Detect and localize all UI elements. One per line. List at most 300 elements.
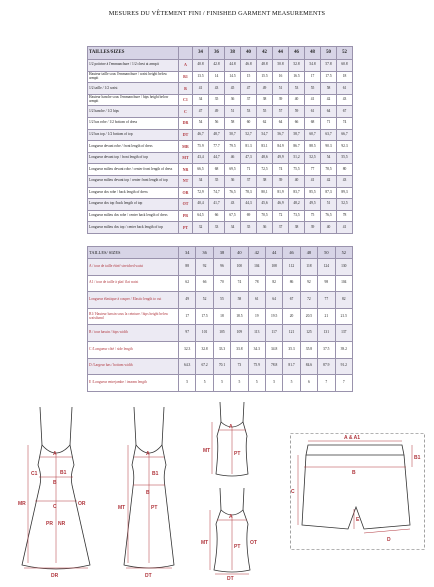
dress-label-nr: NR	[58, 521, 66, 527]
cell-value: 74	[337, 117, 353, 129]
row-code: DR	[179, 117, 193, 129]
top-long-diagram	[108, 405, 193, 580]
cell-value: 77	[305, 164, 321, 176]
cell-value: 58,7	[289, 129, 305, 141]
cell-value: 62	[179, 275, 196, 292]
cell-value: 78.8	[265, 358, 282, 375]
cell-value: 39.2	[335, 341, 352, 358]
cell-value: 37	[241, 94, 257, 106]
cell-value: 5	[231, 375, 248, 392]
cell-value: 88	[179, 259, 196, 276]
cell-value: 49,9	[273, 152, 289, 164]
cell-value: 56,7	[273, 129, 289, 141]
cell-value: 33.3	[213, 341, 230, 358]
cell-value: 42.8	[209, 60, 225, 72]
table-row	[88, 199, 353, 211]
cell-value: 117	[265, 325, 282, 342]
cell-value: 60	[241, 117, 257, 129]
cell-value: 35.8	[300, 341, 317, 358]
cell-value: 66,5	[193, 164, 209, 176]
cell-value: 33	[209, 222, 225, 234]
cell-value: 124	[318, 259, 335, 276]
cell-value: 67	[283, 292, 300, 309]
cell-value: 33.8	[231, 341, 248, 358]
cell-value: 52,7	[241, 129, 257, 141]
cell-value: 58	[321, 83, 337, 95]
top-short-label-dt: DT	[227, 576, 234, 582]
cell-value: 44,7	[209, 152, 225, 164]
cell-value: 46,9	[273, 199, 289, 211]
cell-value: 96	[213, 259, 230, 276]
cell-value: 19.5	[265, 308, 282, 325]
cell-value: 66	[289, 117, 305, 129]
cell-value: 51,2	[289, 152, 305, 164]
cell-value: 92.3	[337, 141, 353, 153]
row-label: Hauteur hanche sous l'emmanchure / hips height below armpit	[88, 94, 179, 106]
cell-value: 43	[337, 94, 353, 106]
table-row	[88, 292, 353, 309]
row-code: C	[179, 106, 193, 118]
cell-value: 82	[335, 292, 352, 309]
top-short-label-a: A	[229, 514, 233, 520]
cell-value: 54.8	[305, 60, 321, 72]
top-camisole-label-a: A	[229, 424, 233, 430]
cell-value: 61	[248, 292, 265, 309]
cell-value: 40	[289, 175, 305, 187]
dress-label-dr: DR	[51, 573, 59, 579]
cell-value: 92	[196, 259, 213, 276]
cell-value: 67	[337, 106, 353, 118]
top-long-label-b1: B1	[152, 471, 159, 477]
size-header: 50	[318, 247, 335, 259]
shorts-label-d: D	[387, 537, 391, 543]
cell-value: 20.5	[300, 308, 317, 325]
table-header-label: TAILLES/SIZES	[88, 47, 179, 60]
cell-value: 5	[283, 375, 300, 392]
cell-value: 62	[257, 117, 273, 129]
cell-value: 39	[305, 222, 321, 234]
cell-value: 48.8	[257, 60, 273, 72]
table-row	[88, 117, 353, 129]
cell-value: 14.5	[225, 71, 241, 83]
cell-value: 83,7	[289, 187, 305, 199]
cell-value: 36	[257, 222, 273, 234]
cell-value: 18	[213, 308, 230, 325]
cell-value: 40	[289, 94, 305, 106]
row-label: A1 / tour de taille à plat/ flat waist	[88, 275, 179, 292]
cell-value: 90.3	[321, 141, 337, 153]
row-label: Longueur milieu dos top / center back length of top	[88, 222, 179, 234]
cell-value: 85,5	[305, 187, 321, 199]
cell-value: 38	[289, 222, 305, 234]
cell-value: 130	[335, 259, 352, 276]
row-label: Longueur élastique à couper / Elastic length to cut	[88, 292, 179, 309]
table-row	[88, 187, 353, 199]
cell-value: 32	[193, 222, 209, 234]
row-code: A	[179, 60, 193, 72]
dress-label-or: OR	[78, 501, 86, 507]
cell-value: 17.5	[196, 308, 213, 325]
cell-value: 83.1	[257, 141, 273, 153]
size-header: 46	[283, 247, 300, 259]
size-header: 44	[265, 247, 282, 259]
cell-value: 41	[193, 83, 209, 95]
cell-value: 43	[337, 175, 353, 187]
cell-value: 72	[273, 210, 289, 222]
cell-value: 52	[196, 292, 213, 309]
cell-value: 34	[193, 94, 209, 106]
cell-value: 36	[225, 175, 241, 187]
table-row	[88, 129, 353, 141]
cell-value: 7	[335, 375, 352, 392]
table-header	[88, 47, 353, 60]
cell-value: 44.8	[225, 60, 241, 72]
cell-value: 125	[300, 325, 317, 342]
cell-value: 70.1	[213, 358, 230, 375]
cell-value: 42	[321, 175, 337, 187]
table-header-code	[179, 47, 193, 60]
cell-value: 47	[241, 83, 257, 95]
cell-value: 46,7	[193, 129, 209, 141]
cell-value: 68	[209, 164, 225, 176]
cell-value: 39	[273, 94, 289, 106]
row-label: 1/2 hanche / 1/2 hips	[88, 106, 179, 118]
row-label: B1/ Hauteur bassin sous la ceinture / hips height below waistband	[88, 308, 179, 325]
cell-value: 108	[265, 259, 282, 276]
table-row	[88, 222, 353, 234]
cell-value: 92	[300, 275, 317, 292]
cell-value: 81.3	[241, 141, 257, 153]
cell-value: 75	[305, 210, 321, 222]
cell-value: 66	[209, 210, 225, 222]
cell-value: 109	[231, 325, 248, 342]
dress-diagram	[10, 405, 105, 580]
cell-value: 20	[283, 308, 300, 325]
cell-value: 59	[289, 106, 305, 118]
cell-value: 97	[179, 325, 196, 342]
table-row	[88, 341, 353, 358]
cell-value: 38	[257, 94, 273, 106]
cell-value: 21.5	[335, 308, 352, 325]
table-row	[88, 106, 353, 118]
cell-value: 13.5	[193, 71, 209, 83]
cell-value: 61	[305, 106, 321, 118]
cell-value: 77.7	[209, 141, 225, 153]
shorts-diagram	[290, 433, 425, 550]
cell-value: 68	[305, 117, 321, 129]
cell-value: 43,4	[193, 152, 209, 164]
cell-value: 64	[273, 117, 289, 129]
cell-value: 78	[248, 275, 265, 292]
cell-value: 98	[318, 275, 335, 292]
cell-value: 64	[265, 292, 282, 309]
size-header: 48	[300, 247, 317, 259]
cell-value: 5	[248, 375, 265, 392]
cell-value: 41	[305, 175, 321, 187]
cell-value: 64.3	[179, 358, 196, 375]
dress-label-pr: PR	[46, 521, 53, 527]
table-row	[88, 259, 353, 276]
size-header: 36	[196, 247, 213, 259]
cell-value: 82	[265, 275, 282, 292]
row-label: 1/2 taille / 1/2 waist	[88, 83, 179, 95]
cell-value: 39	[273, 175, 289, 187]
cell-value: 16.5	[289, 71, 305, 83]
cell-value: 64	[321, 106, 337, 118]
row-label: C /Longueur côté / side length	[88, 341, 179, 358]
table-row	[88, 60, 353, 72]
cell-value: 81,9	[273, 187, 289, 199]
row-label: Longueur dos robe / back length of dress	[88, 187, 179, 199]
table-row	[88, 358, 353, 375]
cell-value: 5	[213, 375, 230, 392]
shorts-label-a-a1: A & A1	[344, 435, 361, 441]
cell-value: 86.7	[289, 141, 305, 153]
cell-value: 19	[248, 308, 265, 325]
cell-value: 69	[241, 210, 257, 222]
cell-value: 43	[209, 83, 225, 95]
table-row	[88, 83, 353, 95]
row-code: OT	[179, 199, 193, 211]
cell-value: 37	[273, 222, 289, 234]
cell-value: 87.9	[318, 358, 335, 375]
cell-value: 32.3	[179, 341, 196, 358]
table-row	[88, 152, 353, 164]
cell-value: 55	[213, 292, 230, 309]
cell-value: 78,3	[241, 187, 257, 199]
cell-value: 67.2	[196, 358, 213, 375]
row-code: MR	[179, 141, 193, 153]
cell-value: 49	[179, 292, 196, 309]
top-short-diagram	[198, 486, 268, 581]
cell-value: 76,5	[225, 187, 241, 199]
row-label: Longueur dos top /back length of top	[88, 199, 179, 211]
cell-value: 61	[337, 83, 353, 95]
cell-value: 78,5	[321, 164, 337, 176]
cell-value: 57.8	[321, 60, 337, 72]
cell-value: 48,7	[209, 129, 225, 141]
row-label: 1/2 poitrine à l'emmanchure / 1/2 chest at armpit	[88, 60, 179, 72]
row-label: Longueur milieu devant robe / center front length of dress	[88, 164, 179, 176]
cell-value: 49	[257, 83, 273, 95]
cell-value: 34.3	[248, 341, 265, 358]
cell-value: 101	[196, 325, 213, 342]
cell-value: 112	[283, 259, 300, 276]
cell-value: 66	[196, 275, 213, 292]
cell-value: 80,1	[257, 187, 273, 199]
shorts-label-b1: B1	[414, 455, 421, 461]
row-code: B1	[179, 71, 193, 83]
row-code: PT	[179, 222, 193, 234]
shorts-label-c: C	[291, 489, 295, 495]
dress-label-mr: MR	[18, 501, 26, 507]
cell-value: 47,3	[241, 152, 257, 164]
shorts-label-b: B	[352, 470, 356, 476]
cell-value: 36	[225, 94, 241, 106]
size-header: 44	[273, 47, 289, 60]
cell-value: 104	[248, 259, 265, 276]
cell-value: 54	[193, 117, 209, 129]
cell-value: 15.5	[257, 71, 273, 83]
cell-value: 6	[300, 375, 317, 392]
table-row	[88, 375, 353, 392]
cell-value: 5	[179, 375, 196, 392]
cell-value: 18.5	[231, 308, 248, 325]
cell-value: 113	[248, 325, 265, 342]
cell-value: 53	[241, 106, 257, 118]
cell-value: 21	[318, 308, 335, 325]
cell-value: 52,5	[305, 152, 321, 164]
row-label: B / tour bassin / hips width	[88, 325, 179, 342]
cell-value: 54	[321, 152, 337, 164]
table-row	[88, 175, 353, 187]
dress-label-b: B	[53, 480, 57, 486]
table-header-label: TAILLES/ SIZES	[88, 247, 179, 259]
row-label: E /Longueur entrejambe / inseam length	[88, 375, 179, 392]
dress-label-a: A	[53, 451, 57, 457]
cell-value: 40,4	[193, 199, 209, 211]
cell-value: 73,5	[289, 210, 305, 222]
cell-value: 75.9	[248, 358, 265, 375]
cell-value: 35.3	[283, 341, 300, 358]
cell-value: 79.5	[225, 141, 241, 153]
size-header: 42	[257, 47, 273, 60]
cell-value: 50,7	[225, 129, 241, 141]
cell-value: 52,5	[337, 199, 353, 211]
page-title: MESURES DU VÊTEMENT FINI / FINISHED GARMENT MEASUREMENTS	[108, 10, 326, 17]
cell-value: 88.5	[305, 141, 321, 153]
row-label: Longueur devant robe / front length of dress	[88, 141, 179, 153]
size-header: 38	[213, 247, 230, 259]
cell-value: 34	[193, 175, 209, 187]
top-long-label-dt: DT	[145, 573, 152, 579]
cell-value: 72,5	[257, 164, 273, 176]
row-label: 1/2 bas robe / 1/2 bottom of dress	[88, 117, 179, 129]
cell-value: 17	[305, 71, 321, 83]
cell-value: 42	[321, 94, 337, 106]
row-label: 1/2 bas top / 1/2 bottom of top	[88, 129, 179, 141]
cell-value: 70,5	[257, 210, 273, 222]
top-long-label-a: A	[146, 451, 150, 457]
size-header: 50	[321, 47, 337, 60]
size-header: 52	[335, 247, 352, 259]
cell-value: 100	[231, 259, 248, 276]
table-row	[88, 94, 353, 106]
size-header: 46	[289, 47, 305, 60]
row-code: MT	[179, 152, 193, 164]
cell-value: 81.7	[283, 358, 300, 375]
row-code: NT	[179, 175, 193, 187]
cell-value: 41	[337, 222, 353, 234]
cell-value: 105	[213, 325, 230, 342]
row-code: NR	[179, 164, 193, 176]
shorts-measurements-table	[87, 246, 353, 392]
top-long-label-pt: PT	[151, 505, 158, 511]
table-row	[88, 275, 353, 292]
cell-value: 47	[193, 106, 209, 118]
row-code: OR	[179, 187, 193, 199]
cell-value: 54,7	[257, 129, 273, 141]
cell-value: 69,5	[225, 164, 241, 176]
size-header: 34	[193, 47, 209, 60]
cell-value: 87,3	[321, 187, 337, 199]
cell-value: 17.5	[321, 71, 337, 83]
cell-value: 77	[318, 292, 335, 309]
cell-value: 74	[273, 164, 289, 176]
cell-value: 57	[273, 106, 289, 118]
cell-value: 37	[241, 175, 257, 187]
cell-value: 51	[273, 83, 289, 95]
cell-value: 104	[335, 275, 352, 292]
row-label: Longueur milieu dos robe / center back length of dress	[88, 210, 179, 222]
size-header: 40	[231, 247, 248, 259]
dress-label-c1: C1	[31, 471, 38, 477]
table-row	[88, 164, 353, 176]
cell-value: 64,5	[193, 210, 209, 222]
size-header: 36	[209, 47, 225, 60]
cell-value: 51	[321, 199, 337, 211]
cell-value: 50.8	[273, 60, 289, 72]
cell-value: 55	[257, 106, 273, 118]
cell-value: 76,5	[321, 210, 337, 222]
cell-value: 84.9	[273, 141, 289, 153]
cell-value: 49,5	[305, 199, 321, 211]
cell-value: 58	[231, 292, 248, 309]
cell-value: 41	[305, 94, 321, 106]
cell-value: 72	[300, 292, 317, 309]
row-code: C1	[179, 94, 193, 106]
cell-value: 48,2	[289, 199, 305, 211]
size-header: 34	[179, 247, 196, 259]
cell-value: 34.8	[265, 341, 282, 358]
size-header: 48	[305, 47, 321, 60]
cell-value: 55	[305, 83, 321, 95]
cell-value: 86	[283, 275, 300, 292]
finished-measurements-table	[87, 46, 353, 234]
table-header	[88, 247, 353, 259]
cell-value: 41,7	[209, 199, 225, 211]
cell-value: 15	[241, 71, 257, 83]
top-long-label-b: B	[146, 490, 150, 496]
size-header: 40	[241, 47, 257, 60]
cell-value: 80	[337, 164, 353, 176]
cell-value: 53	[289, 83, 305, 95]
cell-value: 121	[283, 325, 300, 342]
size-header: 38	[225, 47, 241, 60]
table-row	[88, 308, 353, 325]
cell-value: 89,3	[337, 187, 353, 199]
cell-value: 43	[225, 199, 241, 211]
cell-value: 52.8	[289, 60, 305, 72]
cell-value: 131	[318, 325, 335, 342]
table-row	[88, 210, 353, 222]
cell-value: 35	[241, 222, 257, 234]
cell-value: 46	[225, 152, 241, 164]
cell-value: 17	[179, 308, 196, 325]
row-code: DT	[179, 129, 193, 141]
row-code: B	[179, 83, 193, 95]
row-label: D /Largeur bas / bottom width	[88, 358, 179, 375]
cell-value: 66,7	[337, 129, 353, 141]
row-label: Longueur milieu devant top / center front length of top	[88, 175, 179, 187]
cell-value: 40	[321, 222, 337, 234]
cell-value: 38	[257, 175, 273, 187]
cell-value: 74,7	[209, 187, 225, 199]
cell-value: 72,9	[193, 187, 209, 199]
top-short-label-mt: MT	[201, 540, 209, 546]
cell-value: 14	[209, 71, 225, 83]
table-row	[88, 141, 353, 153]
